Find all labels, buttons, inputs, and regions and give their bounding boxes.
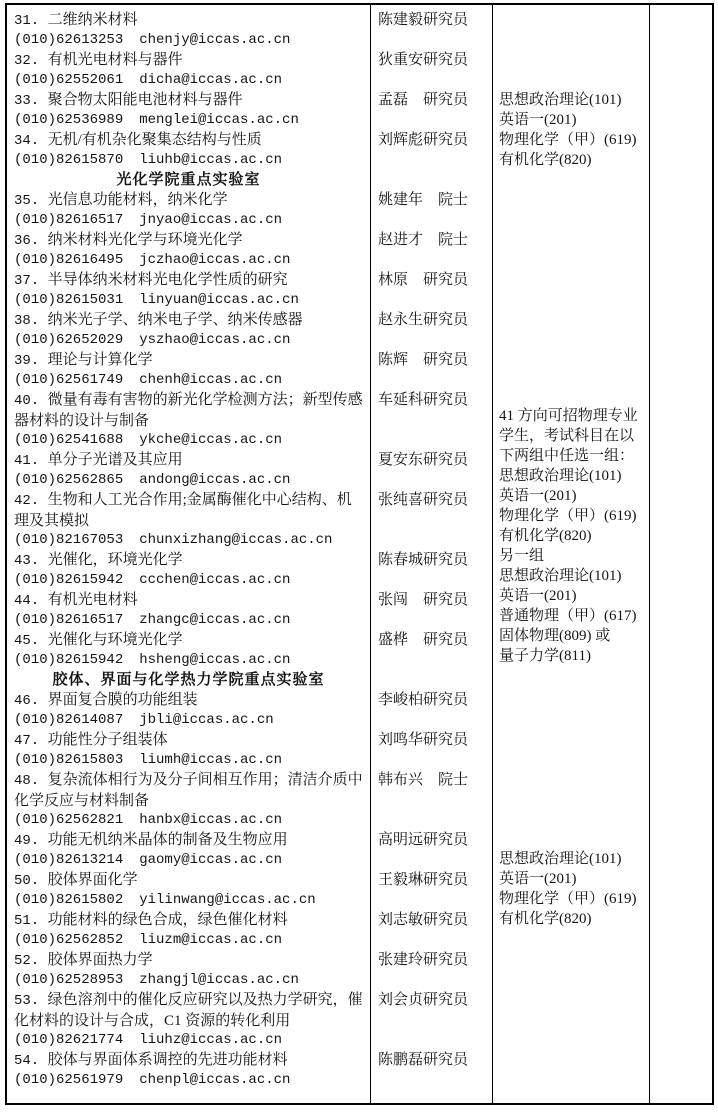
entry-main-cell bbox=[7, 130, 370, 170]
email-address: hanbx@iccas.ac.cn bbox=[139, 812, 283, 828]
phone-number: (010)62613253 bbox=[14, 32, 124, 48]
entry-number: 44. bbox=[14, 593, 48, 609]
exam-subject: 英语一(201) bbox=[499, 588, 577, 604]
topic-text: 界面复合膜的功能组装 bbox=[47, 692, 198, 708]
research-topic bbox=[14, 390, 366, 430]
exam-subject: 思想政治理论(101) bbox=[499, 468, 622, 484]
contact-info bbox=[14, 570, 366, 590]
contact-info bbox=[14, 250, 366, 270]
exam-subject: 普通物理（甲）(617) bbox=[499, 608, 637, 624]
email-address: chenh@iccas.ac.cn bbox=[139, 372, 283, 388]
contact-info bbox=[14, 110, 366, 130]
exam-subject: 固体物理(809) 或 bbox=[499, 628, 611, 644]
research-topic bbox=[14, 190, 366, 210]
contact-info bbox=[14, 530, 366, 550]
entry-main-cell bbox=[7, 950, 370, 990]
topic-text: 纳米材料光化学与环境光化学 bbox=[47, 232, 243, 248]
email-address: linyuan@iccas.ac.cn bbox=[139, 292, 299, 308]
email-address: ykche@iccas.ac.cn bbox=[139, 432, 283, 448]
supervisor-name: 张建玲研究员 bbox=[378, 952, 469, 968]
topic-text: 微量有毒有害物的新光化学检测方法；新型传感器材料的设计与制备 bbox=[14, 392, 363, 429]
contact-info bbox=[14, 70, 366, 90]
research-topic bbox=[14, 490, 366, 530]
entry-main-cell bbox=[7, 10, 370, 50]
supervisor-name: 狄重安研究员 bbox=[378, 52, 469, 68]
lab-section-header: 光化学院重点实验室 bbox=[116, 171, 261, 188]
topic-text: 胶体界面热力学 bbox=[47, 952, 153, 968]
research-topic bbox=[14, 830, 366, 850]
email-address: liuzm@iccas.ac.cn bbox=[139, 932, 283, 948]
phone-number: (010)82615870 bbox=[14, 152, 124, 168]
entry-main-cell bbox=[7, 690, 370, 730]
email-address: liuhz@iccas.ac.cn bbox=[139, 1032, 283, 1048]
entry-number: 51. bbox=[14, 913, 48, 929]
phone-number: (010)62562821 bbox=[14, 812, 124, 828]
entry-main-cell bbox=[7, 830, 370, 870]
contact-info bbox=[14, 850, 366, 870]
phone-number: (010)82621774 bbox=[14, 1032, 124, 1048]
contact-info bbox=[14, 810, 366, 830]
entry-main-cell bbox=[7, 490, 370, 550]
entry-number: 54. bbox=[14, 1053, 48, 1069]
entry-row bbox=[7, 450, 492, 490]
exam-subject: 物理化学（甲）(619) bbox=[499, 508, 637, 524]
entry-main-cell bbox=[7, 350, 370, 390]
research-topic bbox=[14, 690, 366, 710]
supervisor-name: 姚建年 院士 bbox=[378, 192, 469, 208]
phone-number: (010)82614087 bbox=[14, 712, 124, 728]
supervisor-name: 李峻柏研究员 bbox=[378, 692, 469, 708]
entry-number: 45. bbox=[14, 633, 48, 649]
entry-number: 43. bbox=[14, 553, 48, 569]
email-address: zhangc@iccas.ac.cn bbox=[139, 612, 291, 628]
entry-main-cell bbox=[7, 770, 370, 830]
entry-main-cell bbox=[7, 870, 370, 910]
exam-subjects-block bbox=[499, 90, 645, 170]
entry-number: 47. bbox=[14, 733, 48, 749]
email-address: chenpl@iccas.ac.cn bbox=[139, 1072, 291, 1088]
research-topic bbox=[14, 910, 366, 930]
entry-row bbox=[7, 630, 492, 670]
topic-text: 理论与计算化学 bbox=[47, 352, 153, 368]
entry-number: 42. bbox=[14, 493, 48, 509]
entry-number: 41. bbox=[14, 453, 48, 469]
entry-number: 32. bbox=[14, 53, 48, 69]
exam-subject: 思想政治理论(101) bbox=[499, 92, 622, 108]
research-topic bbox=[14, 630, 366, 650]
research-topic bbox=[14, 1050, 366, 1070]
research-topic bbox=[14, 350, 366, 370]
supervisor-name: 孟磊 研究员 bbox=[378, 92, 469, 108]
topic-text: 有机光电材料 bbox=[47, 592, 138, 608]
exam-subject: 思想政治理论(101) bbox=[499, 851, 622, 867]
supervisor-name: 张纯喜研究员 bbox=[378, 492, 469, 508]
phone-number: (010)82167053 bbox=[14, 532, 124, 548]
phone-number: (010)62652029 bbox=[14, 332, 124, 348]
supervisor-name: 车延科研究员 bbox=[378, 392, 469, 408]
entry-row bbox=[7, 990, 492, 1050]
entry-row bbox=[7, 50, 492, 90]
entry-main-cell bbox=[7, 90, 370, 130]
phone-number: (010)62541688 bbox=[14, 432, 124, 448]
entry-number: 31. bbox=[14, 13, 48, 29]
supervisor-name: 刘鸣华研究员 bbox=[378, 732, 469, 748]
entry-number: 35. bbox=[14, 193, 48, 209]
research-topic bbox=[14, 950, 366, 970]
contact-info bbox=[14, 970, 366, 990]
phone-number: (010)82613214 bbox=[14, 852, 124, 868]
entry-row bbox=[7, 270, 492, 310]
entry-main-cell bbox=[7, 310, 370, 350]
entry-number: 52. bbox=[14, 953, 48, 969]
column-divider-2 bbox=[492, 5, 493, 1103]
phone-number: (010)62552061 bbox=[14, 72, 124, 88]
phone-number: (010)82615942 bbox=[14, 572, 124, 588]
contact-info bbox=[14, 150, 366, 170]
phone-number: (010)62561749 bbox=[14, 372, 124, 388]
entry-row bbox=[7, 950, 492, 990]
supervisor-name: 刘志敏研究员 bbox=[378, 912, 469, 928]
contact-info bbox=[14, 890, 366, 910]
exam-subject: 有机化学(820) bbox=[499, 528, 592, 544]
exam-subject: 英语一(201) bbox=[499, 871, 577, 887]
entry-row bbox=[7, 690, 492, 730]
email-address: andong@iccas.ac.cn bbox=[139, 472, 291, 488]
contact-info bbox=[14, 290, 366, 310]
table-rows bbox=[7, 10, 492, 1090]
contact-info bbox=[14, 470, 366, 490]
entry-number: 50. bbox=[14, 873, 48, 889]
entry-main-cell bbox=[7, 1050, 370, 1090]
entry-main-cell bbox=[7, 270, 370, 310]
email-address: zhangjl@iccas.ac.cn bbox=[139, 972, 299, 988]
supervisor-name: 张闯 研究员 bbox=[378, 592, 469, 608]
topic-text: 光催化，环境光化学 bbox=[47, 552, 183, 568]
contact-info bbox=[14, 210, 366, 230]
entry-main-cell bbox=[7, 390, 370, 450]
topic-text: 功能无机纳米晶体的制备及生物应用 bbox=[47, 832, 288, 848]
topic-text: 胶体界面化学 bbox=[47, 872, 138, 888]
research-topic bbox=[14, 130, 366, 150]
email-address: yszhao@iccas.ac.cn bbox=[139, 332, 291, 348]
entry-number: 53. bbox=[14, 993, 48, 1009]
contact-info bbox=[14, 750, 366, 770]
email-address: ccchen@iccas.ac.cn bbox=[139, 572, 291, 588]
topic-text: 单分子光谱及其应用 bbox=[47, 452, 183, 468]
email-address: hsheng@iccas.ac.cn bbox=[139, 652, 291, 668]
exam-subject: 量子力学(811) bbox=[499, 648, 591, 664]
topic-text: 生物和人工光合作用;金属酶催化中心结构、机理及其模拟 bbox=[14, 492, 352, 529]
phone-number: (010)62561979 bbox=[14, 1072, 124, 1088]
entry-main-cell bbox=[7, 450, 370, 490]
exam-subject: 英语一(201) bbox=[499, 488, 577, 504]
entry-main-cell bbox=[7, 550, 370, 590]
contact-info bbox=[14, 430, 366, 450]
entry-main-cell bbox=[7, 190, 370, 230]
entry-number: 34. bbox=[14, 133, 48, 149]
exam-subject: 物理化学（甲）(619) bbox=[499, 891, 637, 907]
research-topic bbox=[14, 770, 366, 810]
contact-info bbox=[14, 650, 366, 670]
email-address: menglei@iccas.ac.cn bbox=[139, 112, 299, 128]
entry-row bbox=[7, 310, 492, 350]
email-address: chunxizhang@iccas.ac.cn bbox=[139, 532, 333, 548]
topic-text: 半导体纳米材料光电化学性质的研究 bbox=[47, 272, 288, 288]
topic-text: 胶体与界面体系调控的先进功能材料 bbox=[47, 1052, 288, 1068]
supervisor-table bbox=[5, 3, 714, 1105]
entry-row bbox=[7, 730, 492, 770]
column-divider-3 bbox=[649, 5, 650, 1103]
topic-text: 二维纳米材料 bbox=[47, 12, 138, 28]
supervisor-name: 王毅琳研究员 bbox=[378, 872, 469, 888]
research-topic bbox=[14, 10, 366, 30]
entry-main-cell bbox=[7, 50, 370, 90]
entry-row bbox=[7, 770, 492, 830]
contact-info bbox=[14, 610, 366, 630]
supervisor-name: 刘辉彪研究员 bbox=[378, 132, 469, 148]
supervisor-name: 刘会贞研究员 bbox=[378, 992, 469, 1008]
topic-text: 功能性分子组装体 bbox=[47, 732, 168, 748]
topic-text: 纳米光子学、纳米电子学、纳米传感器 bbox=[47, 312, 303, 328]
entry-number: 39. bbox=[14, 353, 48, 369]
entry-number: 49. bbox=[14, 833, 48, 849]
email-address: liuhb@iccas.ac.cn bbox=[139, 152, 283, 168]
topic-text: 无机/有机杂化聚集态结构与性质 bbox=[47, 132, 262, 148]
research-topic bbox=[14, 870, 366, 890]
phone-number: (010)82616517 bbox=[14, 212, 124, 228]
phone-number: (010)82616517 bbox=[14, 612, 124, 628]
topic-text: 有机光电材料与器件 bbox=[47, 52, 183, 68]
research-topic bbox=[14, 730, 366, 750]
phone-number: (010)82615942 bbox=[14, 652, 124, 668]
exam-subject: 有机化学(820) bbox=[499, 911, 592, 927]
entry-row bbox=[7, 590, 492, 630]
research-topic bbox=[14, 270, 366, 290]
research-topic bbox=[14, 90, 366, 110]
entry-number: 37. bbox=[14, 273, 48, 289]
research-topic bbox=[14, 590, 366, 610]
phone-number: (010)62562852 bbox=[14, 932, 124, 948]
exam-subject: 物理化学（甲）(619) bbox=[499, 132, 637, 148]
contact-info bbox=[14, 1070, 366, 1090]
entry-main-cell bbox=[7, 590, 370, 630]
supervisor-name: 陈建毅研究员 bbox=[378, 12, 469, 28]
supervisor-name: 赵永生研究员 bbox=[378, 312, 469, 328]
supervisor-name: 夏安东研究员 bbox=[378, 452, 469, 468]
research-topic bbox=[14, 450, 366, 470]
phone-number: (010)62562865 bbox=[14, 472, 124, 488]
email-address: jnyao@iccas.ac.cn bbox=[139, 212, 283, 228]
topic-text: 复杂流体相行为及分子间相互作用；清洁介质中化学反应与材料制备 bbox=[14, 772, 363, 809]
entry-row bbox=[7, 350, 492, 390]
phone-number: (010)82615803 bbox=[14, 752, 124, 768]
supervisor-name: 林原 研究员 bbox=[378, 272, 469, 288]
contact-info bbox=[14, 30, 366, 50]
lab-section-header: 胶体、界面与化学热力学院重点实验室 bbox=[52, 671, 325, 688]
entry-number: 48. bbox=[14, 773, 48, 789]
exam-subject: 另一组 bbox=[499, 548, 545, 564]
supervisor-name: 韩布兴 院士 bbox=[378, 772, 469, 788]
entry-row bbox=[7, 230, 492, 270]
entry-main-cell bbox=[7, 910, 370, 950]
research-topic bbox=[14, 310, 366, 330]
topic-text: 光催化与环境光化学 bbox=[47, 632, 183, 648]
email-address: jczhao@iccas.ac.cn bbox=[139, 252, 291, 268]
phone-number: (010)62528953 bbox=[14, 972, 124, 988]
entry-number: 38. bbox=[14, 313, 48, 329]
entry-main-cell bbox=[7, 630, 370, 670]
entry-row bbox=[7, 910, 492, 950]
exam-subject: 有机化学(820) bbox=[499, 152, 592, 168]
topic-text: 光信息功能材料，纳米化学 bbox=[47, 192, 228, 208]
entry-row bbox=[7, 190, 492, 230]
entry-number: 40. bbox=[14, 393, 48, 409]
email-address: dicha@iccas.ac.cn bbox=[139, 72, 283, 88]
supervisor-name: 盛桦 研究员 bbox=[378, 632, 469, 648]
topic-text: 绿色溶剂中的催化反应研究以及热力学研究，催化材料的设计与合成，C1 资源的转化利用 bbox=[14, 992, 363, 1029]
contact-info bbox=[14, 330, 366, 350]
phone-number: (010)62536989 bbox=[14, 112, 124, 128]
topic-text: 功能材料的绿色合成，绿色催化材料 bbox=[47, 912, 288, 928]
email-address: yilinwang@iccas.ac.cn bbox=[139, 892, 316, 908]
exam-subjects-block bbox=[499, 406, 645, 666]
contact-info bbox=[14, 370, 366, 390]
supervisor-name: 高明远研究员 bbox=[378, 832, 469, 848]
topic-text: 聚合物太阳能电池材料与器件 bbox=[47, 92, 243, 108]
email-address: jbli@iccas.ac.cn bbox=[139, 712, 274, 728]
exam-subjects-block bbox=[499, 849, 645, 929]
exam-subject: 思想政治理论(101) bbox=[499, 568, 622, 584]
entry-row bbox=[7, 10, 492, 50]
exam-subject: 英语一(201) bbox=[499, 112, 577, 128]
contact-info bbox=[14, 1030, 366, 1050]
email-address: gaomy@iccas.ac.cn bbox=[139, 852, 283, 868]
phone-number: (010)82615802 bbox=[14, 892, 124, 908]
research-topic bbox=[14, 550, 366, 570]
supervisor-name: 赵进才 院士 bbox=[378, 232, 469, 248]
contact-info bbox=[14, 930, 366, 950]
entry-main-cell bbox=[7, 990, 370, 1050]
email-address: chenjy@iccas.ac.cn bbox=[139, 32, 291, 48]
entry-row bbox=[7, 870, 492, 910]
entry-row bbox=[7, 550, 492, 590]
contact-info bbox=[14, 710, 366, 730]
entry-number: 33. bbox=[14, 93, 48, 109]
entry-main-cell bbox=[7, 230, 370, 270]
entry-row bbox=[7, 1050, 492, 1090]
phone-number: (010)82616495 bbox=[14, 252, 124, 268]
entry-row bbox=[7, 90, 492, 130]
entry-row bbox=[7, 390, 492, 450]
entry-number: 36. bbox=[14, 233, 48, 249]
email-address: liumh@iccas.ac.cn bbox=[139, 752, 283, 768]
entry-row bbox=[7, 130, 492, 170]
entry-main-cell bbox=[7, 730, 370, 770]
research-topic bbox=[14, 230, 366, 250]
research-topic bbox=[14, 990, 366, 1030]
entry-number: 46. bbox=[14, 693, 48, 709]
supervisor-name: 陈鹏磊研究员 bbox=[378, 1052, 469, 1068]
supervisor-name: 陈辉 研究员 bbox=[378, 352, 469, 368]
supervisor-name: 陈春城研究员 bbox=[378, 552, 469, 568]
entry-row bbox=[7, 830, 492, 870]
entry-row bbox=[7, 490, 492, 550]
research-topic bbox=[14, 50, 366, 70]
phone-number: (010)82615031 bbox=[14, 292, 124, 308]
exam-note: 41 方向可招物理专业学生，考试科目在以下两组中任选一组： bbox=[499, 408, 638, 464]
